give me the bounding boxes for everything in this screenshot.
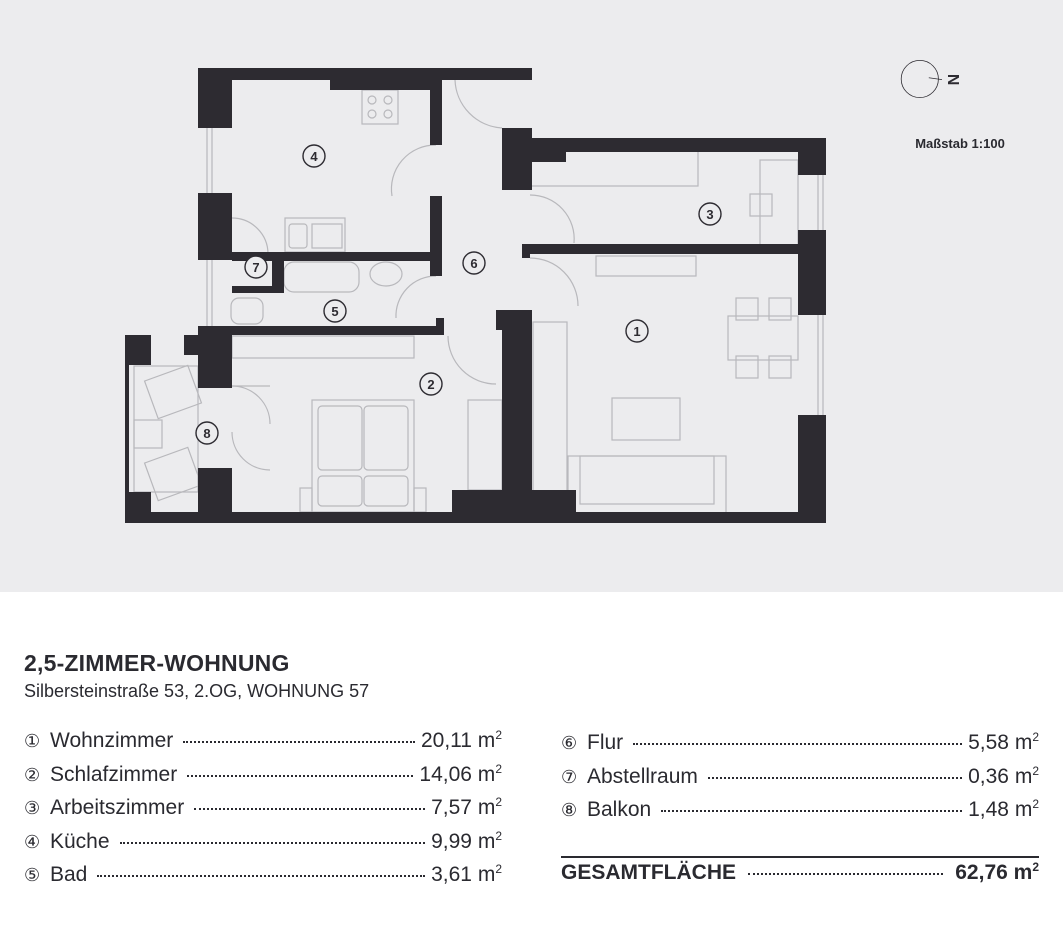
- room-name: Schlafzimmer: [50, 762, 178, 786]
- room-number: ③: [24, 798, 41, 819]
- room-name: Küche: [50, 829, 110, 853]
- room-row: [24, 728, 502, 762]
- room-area: 7,57 $m^2$: [431, 795, 502, 819]
- room-area: 5,58 $m^2$: [968, 730, 1039, 754]
- dot-leader: [633, 743, 962, 745]
- room-area: 20,11 $m^2$: [420, 728, 502, 752]
- room-marker-label: 3: [706, 207, 714, 222]
- room-name: Wohnzimmer: [50, 729, 174, 752]
- room-number: ②: [24, 764, 41, 786]
- room-name: Bad: [50, 863, 88, 886]
- dot-leader: [97, 875, 425, 877]
- room-marker-labels: [203, 149, 713, 441]
- room-area: 1,48 $m^2$: [968, 797, 1039, 821]
- room-list-right: [561, 730, 1039, 831]
- room-number: ⑧: [561, 800, 578, 821]
- room-row: [561, 797, 1039, 831]
- room-area: 0,36 $m^2$: [968, 763, 1039, 788]
- room-area: 14,06 $m^2$: [419, 761, 502, 786]
- apartment-title: 2,5-ZIMMER-WOHNUNG: [24, 650, 290, 676]
- dot-leader: [120, 842, 426, 844]
- room-marker-label: 6: [470, 256, 478, 271]
- compass-north-label: N: [944, 73, 961, 86]
- room-markers: [196, 145, 721, 444]
- room-name: Arbeitszimmer: [50, 796, 185, 819]
- room-number: ⑤: [24, 865, 41, 886]
- apartment-address: Silbersteinstraße 53, 2.OG, WOHNUNG 57: [24, 681, 370, 701]
- room-name: Flur: [587, 731, 624, 754]
- room-row: [24, 795, 502, 829]
- total-divider: [561, 856, 1039, 858]
- room-number: ④: [24, 831, 41, 853]
- room-area: 9,99 $m^2$: [431, 828, 502, 853]
- room-list-left: [24, 728, 502, 896]
- compass-icon: [900, 46, 966, 112]
- room-row: [24, 829, 502, 863]
- room-marker-label: 5: [331, 304, 339, 319]
- dot-leader: [187, 775, 413, 777]
- room-name: Abstellraum: [587, 764, 698, 788]
- room-number: ⑥: [561, 733, 578, 754]
- room-marker-label: 8: [203, 426, 211, 441]
- room-row: [561, 764, 1039, 798]
- room-area: 3,61 $m^2$: [431, 862, 502, 886]
- room-number: ⑦: [561, 766, 578, 788]
- room-marker-label: 4: [310, 149, 318, 164]
- dot-leader: [661, 810, 962, 812]
- dot-leader: [194, 808, 425, 810]
- total-area: 62,76 $m^2$: [955, 860, 1039, 884]
- room-marker-label: 1: [633, 324, 641, 339]
- room-number: ①: [24, 731, 41, 752]
- room-name: Balkon: [587, 798, 652, 821]
- dot-leader: [748, 873, 943, 875]
- room-row: [24, 862, 502, 896]
- dot-leader: [708, 777, 962, 779]
- dot-leader: [183, 741, 415, 743]
- total-row: [561, 860, 1039, 885]
- room-marker-label: 2: [427, 377, 435, 392]
- scale-label: Maßstab 1:100: [915, 136, 1005, 151]
- room-row: [561, 730, 1039, 764]
- total-label: GESAMTFLÄCHE: [561, 861, 736, 884]
- room-marker-label: 7: [252, 260, 260, 275]
- walls: [125, 68, 826, 523]
- room-row: [24, 762, 502, 796]
